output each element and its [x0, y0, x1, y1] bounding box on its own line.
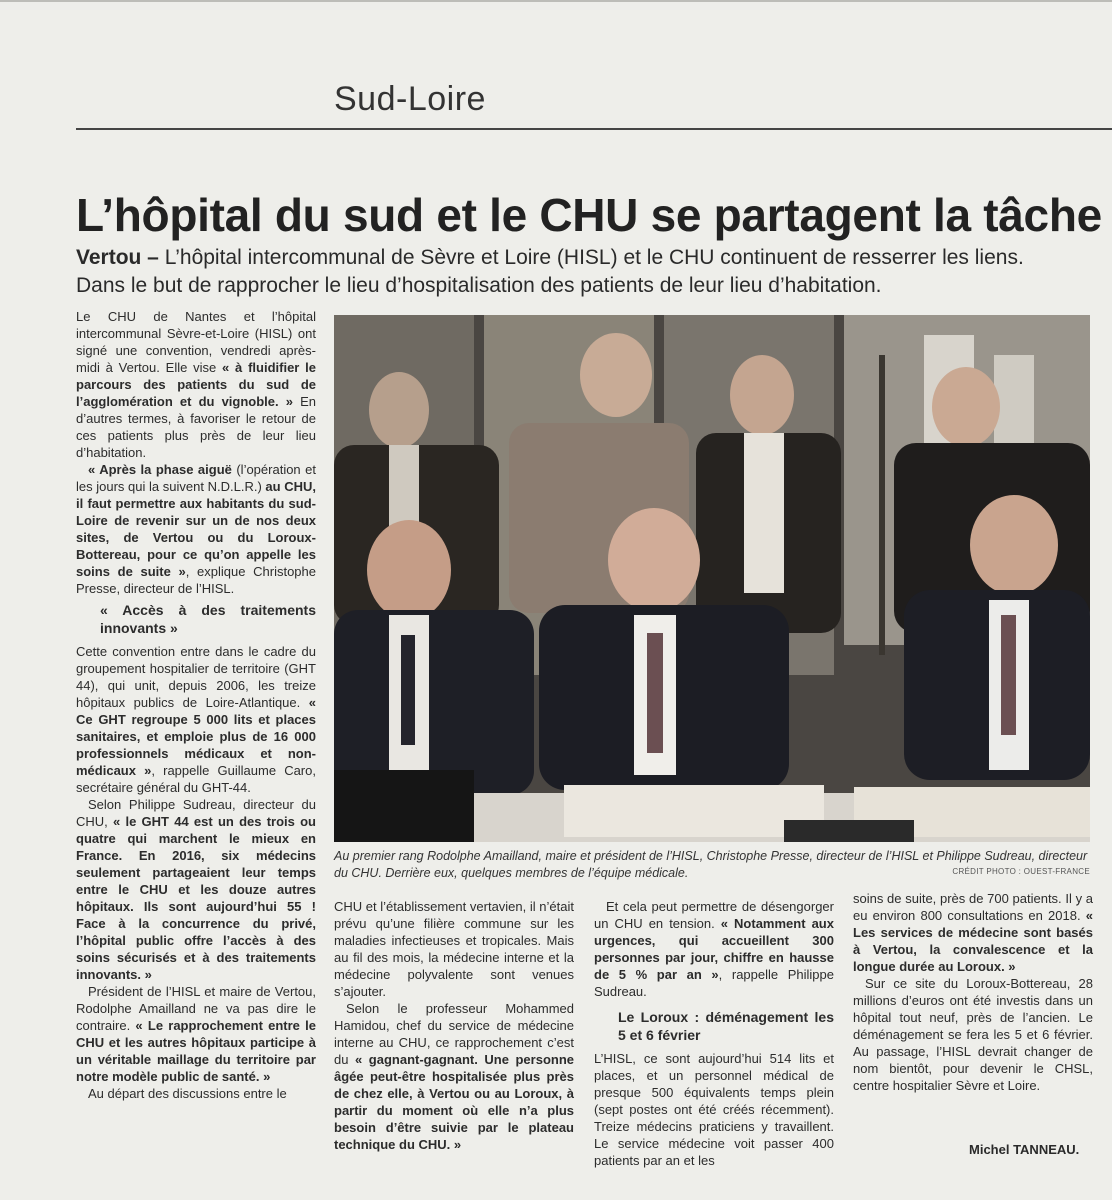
paragraph — [76, 983, 316, 1085]
article-column-2 — [334, 898, 574, 1153]
headline: L’hôpital du sud et le CHU se partagent la tâche — [76, 189, 1102, 241]
quote: « le GHT 44 est un des trois ou quatre qui marchent le mieux en France. En 2016, six médecins seulement partageaient leur temps entre le CHU et les douze autres hôpitaux. Ils sont aujourd’hui 55 ! Face à la concurrence du privé, l’hôpital public offre l’accès à des soins sécurisés et à des traitements innovants. » — [76, 814, 316, 982]
text-run: Selon le professeur Mohammed Hamidou, chef du service de médecine interne au CHU, ce rapprochement c’est du — [334, 1001, 574, 1067]
quote: « à fluidifier le parcours des patients du sud de l’agglomération et du vignoble. » — [76, 360, 316, 409]
text-run: Le CHU de Nantes et l’hôpital intercommunal Sèvre-et-Loire (HISL) ont signé une convention, vendredi après-midi à Vertou. Elle vise — [76, 309, 316, 375]
quote: au CHU, il faut permettre aux habitants du sud-Loire de revenir sur un de nos deux sites, de Vertou ou du Loroux-Bottereau, pour ce qu’on appelle les soins de suite » — [76, 479, 317, 579]
paragraph — [334, 1000, 574, 1153]
paragraph: Au départ des discussions entre le — [88, 1086, 287, 1101]
text-run: , rappelle Guillaume Caro, secrétaire général du GHT-44. — [76, 763, 316, 795]
paragraph — [594, 898, 834, 1000]
text-run: (l’opération et les jours qui la suivent N.D.L.R.) — [76, 462, 316, 494]
paragraph: Sur ce site du Loroux-Bottereau, 28 millions d’euros ont été investis dans un hôpital tout neuf, près de l’ancien. Le déménagement se fera les 5 et 6 février. Au passage, l’HISL devrait changer de nom bientôt, pour devenir le CHSL, centre hospitalier Sèvre et Loire. — [853, 976, 1093, 1093]
text-run: Cette convention entre dans le cadre du groupement hospitalier de territoire (GHT 44), qui unit, depuis 2006, les treize hôpitaux publics de Loire-Atlantique. — [76, 644, 316, 710]
lede — [76, 244, 1076, 300]
text-run: Président de l’HISL et maire de Vertou, Rodolphe Amailland ne va pas dire le contraire. — [76, 984, 316, 1033]
quote: « Après la phase aiguë — [88, 462, 232, 477]
quote: « gagnant-gagnant. Une personne âgée peut-être hospitalisée plus près de chez elle, à Vertou ou au Loroux, à partir du moment où elle n’a plus besoin d’être suivie par le plateau technique du CHU. » — [334, 1052, 574, 1152]
photo-caption: Au premier rang Rodolphe Amailland, maire et président de l’HISL, Christophe Presse, directeur de l’HISL et Philippe Sudreau, directeur du CHU. Derrière eux, quelques membres de l’équipe médicale. — [334, 849, 1088, 880]
quote: « Ce GHT regroupe 5 000 lits et places sanitaires, et emploie plus de 16 000 professionnels médicaux et non-médicaux » — [76, 695, 316, 778]
photo-illustration — [334, 315, 1090, 842]
paragraph — [76, 796, 316, 983]
lede-place: Vertou – — [76, 246, 159, 269]
paragraph — [76, 643, 316, 796]
paragraph — [76, 308, 316, 461]
subheading: Le Loroux : déménagement les 5 et 6 février — [618, 1009, 834, 1043]
quote: « Le rapprochement entre le CHU et les autres hôpitaux participe à un véritable maillage du territoire par notre modèle public de santé. » — [76, 1018, 316, 1084]
author-signature: Michel TANNEAU. — [969, 1142, 1080, 1157]
text-run: Selon Philippe Sudreau, directeur du CHU, — [76, 797, 316, 829]
paragraph: CHU et l’établissement vertavien, il n’était prévu qu’une filière commune sur les maladies infectieuses et tropicales. Mais au fil des mois, la médecine interne et la médecine polyvalente sont venues s’ajouter. — [334, 899, 574, 999]
section-title: Sud-Loire — [334, 80, 486, 118]
paragraph: L’HISL, ce sont aujourd’hui 514 lits et places, et un personnel médical de presque 500 équivalents temps plein (sept postes ont été créés récemment). Treize médecins praticiens y travaillent. Le service médecine voit passer 400 patients par an et les — [594, 1051, 834, 1168]
article-column-1 — [76, 308, 316, 1102]
photo-credit: CRÉDIT PHOTO : OUEST-FRANCE — [952, 867, 1090, 876]
quote: « Les services de médecine sont basés à Vertou, la convalescence et la longue durée au Loroux. » — [853, 908, 1093, 974]
article-photo — [334, 315, 1090, 842]
quote: « Notamment aux urgences, qui accueillent 300 personnes par jour, chiffre en hausse de 5 % par an » — [594, 916, 834, 982]
article-column-3 — [594, 898, 834, 1169]
text-run: Et cela peut permettre de désengorger un CHU en tension. — [594, 899, 834, 931]
text-run: , rappelle Philippe Sudreau. — [594, 967, 834, 999]
section-divider — [76, 128, 1112, 130]
paragraph — [76, 461, 316, 597]
lede-text: L’hôpital intercommunal de Sèvre et Loire (HISL) et le CHU continuent de resserrer les liens. Dans le but de rapprocher le lieu d’hospitalisation des patients de leur lieu d’habitation. — [76, 246, 1024, 297]
article-column-4 — [853, 890, 1093, 1094]
text-run: En d’autres termes, à favoriser le retour de ces patients plus près de leur lieu d’habitation. — [76, 394, 317, 460]
top-rule — [0, 0, 1112, 2]
text-run: , explique Christophe Presse, directeur de l’HISL. — [76, 564, 316, 596]
paragraph — [853, 890, 1093, 975]
text-run: soins de suite, près de 700 patients. Il y a eu environ 800 consultations en 2018. — [853, 891, 1093, 923]
subheading: « Accès à des traitements innovants » — [100, 602, 316, 636]
